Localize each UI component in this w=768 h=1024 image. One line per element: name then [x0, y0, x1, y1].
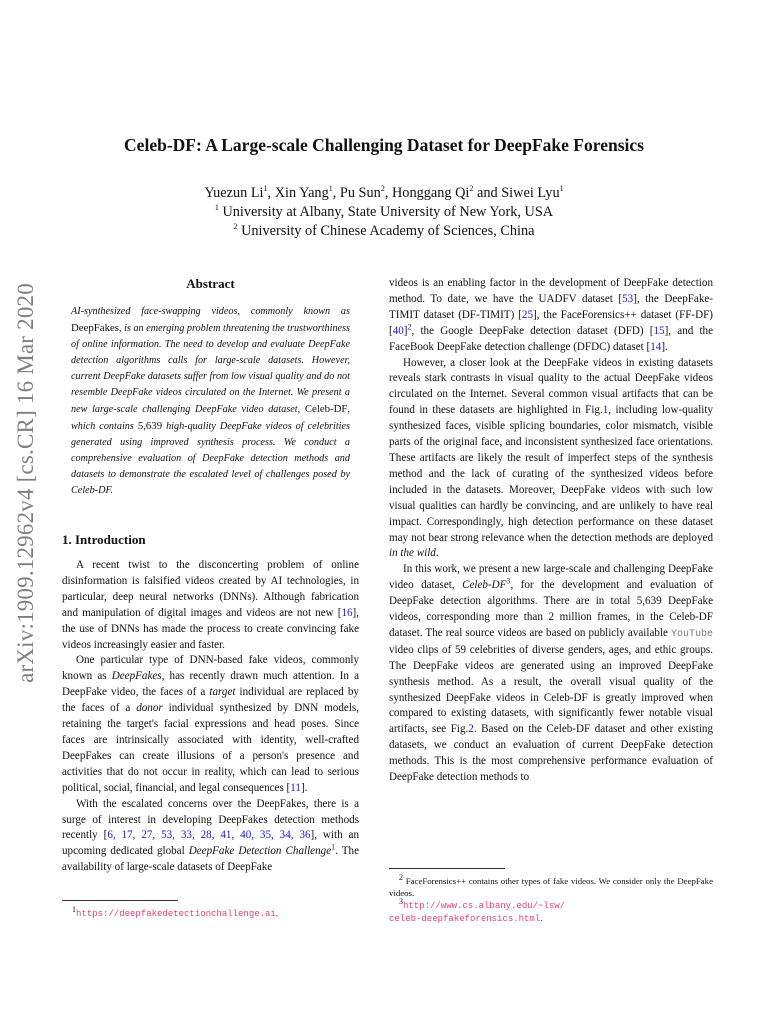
emphasis-text: target	[209, 686, 236, 699]
left-column	[62, 276, 359, 876]
body-text: celebrities of diverse genders, ages, and ethic groups. The DeepFake videos are generated using an improved DeepFake synthesis method. As a result, the overall visual quality of the synthesized DeepFake videos in Celeb-DF is greatly improved when compared to existing datasets, with significantly fewer notable visual artifacts, see Fig.	[389, 643, 713, 736]
citation-links[interactable]: 6, 17, 27, 53, 33, 28, 41, 40, 35, 34, 36	[107, 829, 311, 842]
paper-title: Celeb-DF: A Large-scale Challenging Dataset for DeepFake Forensics	[124, 135, 644, 155]
citation-link[interactable]: 40	[392, 324, 404, 337]
intro-paragraph-3	[62, 797, 359, 877]
citation-link[interactable]: 25	[521, 308, 533, 321]
footnote-marker[interactable]: 2	[407, 322, 412, 332]
footnote-3-continued	[389, 912, 713, 925]
body-text: video clips of	[389, 643, 455, 656]
body-text: ].	[661, 340, 668, 353]
footnote-text: FaceForensics++ contains other types of fake videos. We consider only the DeepFake videos.	[389, 876, 713, 898]
intro-paragraph-1	[62, 558, 359, 653]
affiliation-text: University of Chinese Academy of Sciences, China	[241, 223, 535, 239]
number-text: 59	[455, 643, 467, 656]
emphasis-text: in the wild	[389, 547, 436, 560]
body-text: ], the DeepFake-TIMIT dataset (DF-TIMIT) [	[389, 292, 713, 321]
body-text: , has recently drawn much attention. In a DeepFake video, the faces of a	[62, 670, 359, 699]
abstract-heading: Abstract	[186, 276, 235, 291]
body-text: A recent twist to the disconcerting problem of online disinformation is falsified videos created by AI technologies, in particular, deep neural networks (DNNs). Although fabrication and manipulation of digital images and videos are not new [	[62, 559, 359, 619]
footnote-3	[389, 899, 713, 912]
footnote-url-link[interactable]: celeb-deepfakeforensics.html	[389, 914, 541, 924]
right-paragraph-3	[389, 562, 713, 786]
citation-link[interactable]: 15	[653, 324, 665, 337]
intro-paragraph-2	[62, 653, 359, 796]
body-text: ], and the FaceBook DeepFake detection challenge (DFDC) dataset [	[389, 324, 714, 353]
body-text: With the escalated concerns over the DeepFakes, there is a surge of interest in developing DeepFakes detection methods recently [	[62, 797, 359, 842]
footnote-divider	[62, 900, 178, 901]
author-name: Siwei Lyu	[501, 185, 560, 201]
footnote-marker[interactable]: 1	[331, 842, 336, 852]
citation-link[interactable]: 11	[290, 781, 301, 794]
section-heading: 1. Introduction	[62, 532, 146, 547]
right-paragraph-2	[389, 356, 713, 563]
affiliation-marker: 2	[380, 184, 385, 194]
emphasis-text: DeepFakes	[111, 670, 162, 683]
arxiv-side-stamp	[6, 268, 46, 698]
author-name: Yuezun Li	[204, 185, 264, 201]
abstract-term: DeepFakes	[71, 322, 119, 334]
footnote-marker[interactable]: 3	[506, 576, 511, 586]
figure-reference[interactable]: 2	[468, 723, 474, 736]
body-text: , the Google DeepFake detection dataset (DFD) [	[411, 324, 654, 337]
body-text: videos is an enabling factor in the development of DeepFake detection method. To date, we have the UADFV dataset [	[389, 277, 713, 305]
body-text: , for the development and evaluation of DeepFake detection algorithms. There are in total	[389, 579, 713, 608]
body-text: , including low-quality synthesized faces, visible splicing boundaries, color mismatch, visible parts of the original face, and inconsistent synthesized face orientations. These artifacts are likely the result of imperfect steps of the synthesis method and the lack of curating of the synthesized videos before included in the datasets. Moreover, DeepFake videos with such low visual qualities can hardly be convincing, and are unlikely to have real impact. Correspondingly, high detection performance on these dataset may not bear strong relevance when the detection methods are deployed	[389, 404, 713, 544]
affiliation-marker: 2	[469, 184, 474, 194]
affiliation-marker: 2	[233, 222, 238, 232]
body-text: ].	[300, 781, 308, 794]
abstract-body	[71, 304, 350, 499]
body-text: ], the FaceForensics++ dataset (FF-DF) [	[389, 308, 713, 337]
affiliation-marker: 1	[214, 203, 219, 213]
number-text: 2	[548, 611, 555, 624]
emphasis-text: DeepFake Detection Challenge	[188, 845, 332, 858]
body-text: . Based on the Celeb-DF dataset and other existing datasets, we conduct an evaluation of current DeepFake detection methods. This is the most comprehensive performance evaluation of DeepFake detection methods to	[389, 723, 713, 784]
footnote-1	[62, 907, 359, 920]
body-text: individual are replaced by the faces of a	[62, 686, 359, 715]
author-name: Honggang Qi	[391, 185, 470, 201]
abstract-text: AI-synthesized face-swapping videos, commonly known as	[71, 306, 350, 317]
footnote-area-right	[389, 868, 713, 925]
footnote-number: 3	[399, 897, 403, 907]
affiliation-2	[60, 222, 708, 241]
affiliation-1	[60, 203, 708, 222]
emphasis-text: donor	[136, 702, 163, 715]
citation-link[interactable]: 16	[341, 606, 353, 619]
author-conjunction: and	[476, 185, 498, 201]
number-text: 5,639	[636, 595, 662, 608]
footnote-text: .	[275, 908, 279, 918]
author-name: Pu Sun	[339, 185, 381, 201]
footnote-text: .	[540, 913, 543, 923]
citation-link[interactable]: 14	[650, 340, 662, 353]
footnote-2	[389, 875, 713, 899]
footnote-divider	[389, 868, 505, 869]
abstract-text: , is an emerging problem threatening the trustworthiness of online information. The need to develop and evaluate DeepFake detection algorithms calls for large-scale datasets. However, current DeepFake datasets suffer from low visual quality and do not resemble DeepFake videos circulated on the Internet. We present a new large-scale challenging DeepFake video dataset,	[71, 323, 350, 415]
arxiv-identifier: arXiv:1909.12962v4 [cs.CR] 16 Mar 2020	[13, 283, 38, 683]
footnote-number: 2	[399, 873, 403, 883]
footnote-url-link[interactable]: https://deepfakedetectionchallenge.ai	[76, 909, 276, 919]
body-text: ], with an upcoming dedicated global	[62, 829, 359, 858]
abstract-text: high-quality DeepFake videos of celebrities generated using improved synthesis process. We conduct a comprehensive evaluation of DeepFake detection methods and datasets to demonstrate the escalated level of challenges posed by Celeb-DF.	[71, 421, 350, 496]
affiliation-marker: 1	[263, 184, 268, 194]
body-text: In this work, we present a new large-scale and challenging DeepFake video dataset,	[389, 563, 713, 592]
right-column	[389, 276, 713, 786]
abstract-text: , which contains	[71, 404, 350, 432]
abstract-number: 5,639	[137, 420, 163, 432]
footnote-number: 1	[72, 905, 76, 915]
author-name: Xin Yang	[274, 185, 329, 201]
right-paragraph-1: videos is an enabling factor in the development of DeepFake detection method. To date, we have the UADFV dataset [53], the DeepFake-TIMIT dataset (DF-TIMIT) [25], the FaceForensics++ dataset (FF-DF) [40]$^2$, the Google DeepFake detection dataset (DFD) [15], and the FaceBook DeepFake detection challenge (DFDC) dataset [14].	[389, 277, 714, 353]
footnote-area-left	[62, 900, 359, 920]
body-text: DeepFake videos, corresponding more than	[389, 595, 714, 624]
body-text: individual synthesized by DNN models, retaining the target's facial expressions and head poses. Since faces are intrinsically associated with identity, well-crafted DeepFakes can create illusions of a person's presence and activities that do not occur in reality, which can lead to serious political, social, financial, and legal consequences [	[62, 702, 359, 794]
body-text: However, a closer look at the DeepFake videos in existing datasets reveals stark contrasts in visual quality to the actual DeepFake videos circulated on the Internet. Several common visual artifacts that can be found in these datasets are highlighted in Fig.	[389, 356, 713, 417]
affiliation-marker: 1	[559, 184, 564, 194]
citation-link[interactable]: 53	[622, 292, 634, 305]
emphasis-text: Celeb-DF	[462, 579, 507, 592]
body-text: .	[435, 547, 439, 560]
youtube-term: YouTube	[670, 628, 713, 640]
body-text: million frames, in the Celeb-DF dataset. The real source videos are based on publicly available	[389, 611, 713, 639]
figure-reference[interactable]: 1	[602, 404, 609, 417]
affiliation-text: University at Albany, State University of New York, USA	[222, 204, 554, 220]
affiliation-marker: 1	[328, 184, 333, 194]
author-list: Yuezun Li$^1$, Xin Yang$^1$, Pu Sun$^2$, Honggang Qi$^2$ and Siwei Lyu$^1$	[204, 184, 564, 201]
body-text: . The availability of large-scale datasets of DeepFake	[62, 845, 359, 874]
body-text: ], the use of DNNs has made the process to create convincing fake videos increasingly easier and faster.	[62, 606, 359, 651]
body-text: One particular type of DNN-based fake videos, commonly known as	[62, 654, 359, 683]
abstract-term: Celeb-DF	[304, 403, 348, 415]
footnote-url-link[interactable]: http://www.cs.albany.edu/~lsw/	[403, 901, 566, 911]
